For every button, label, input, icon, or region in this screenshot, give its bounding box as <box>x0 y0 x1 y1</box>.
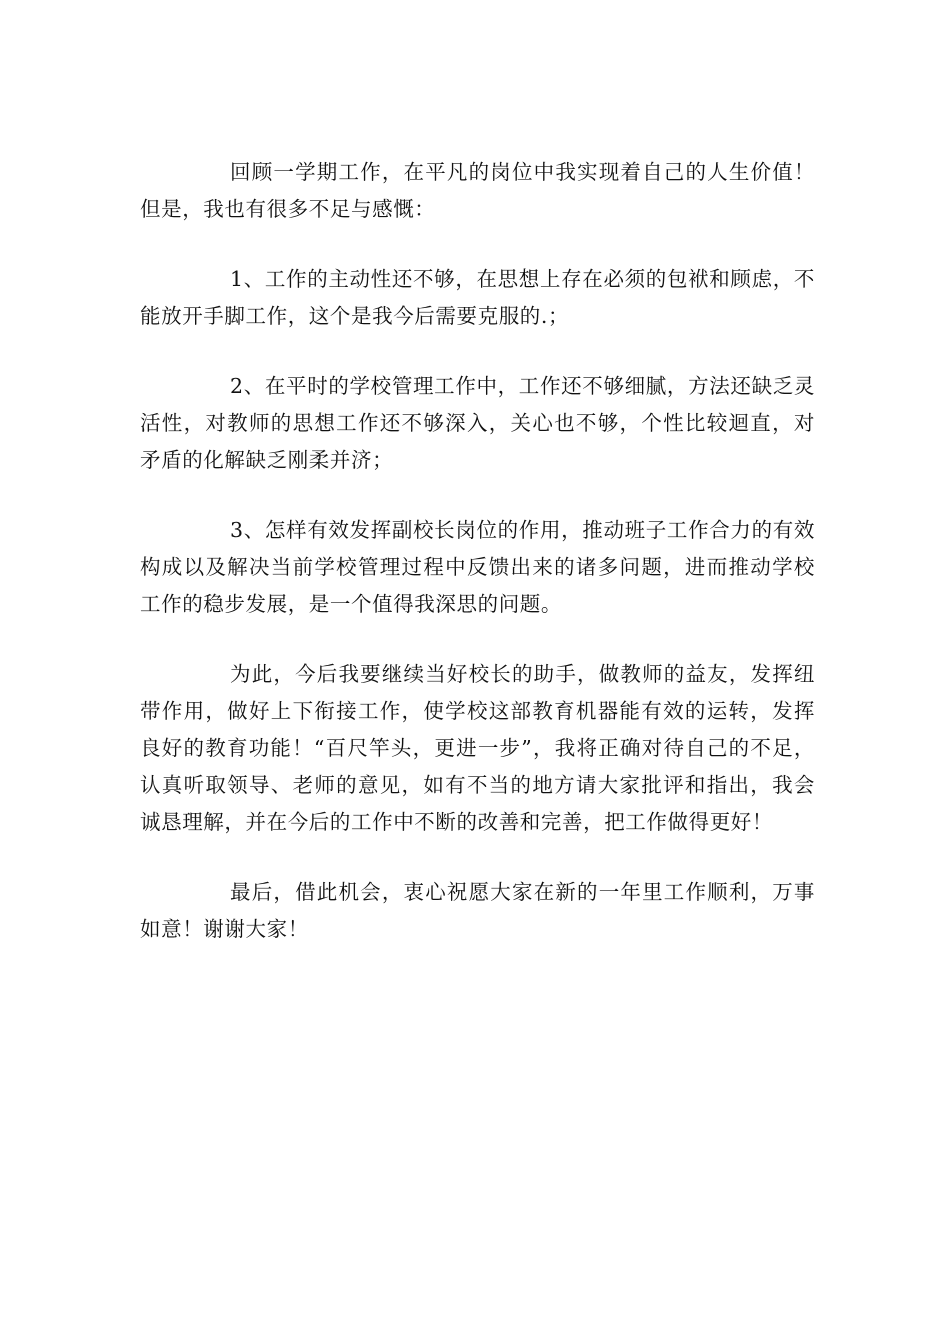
paragraph-plan: 为此，今后我要继续当好校长的助手，做教师的益友，发挥纽带作用，做好上下衔接工作，使学校这部教育机器能有效的运转，发挥良好的教育功能！“百尺竿头，更进一步”，我将正确对待自己的不足，认真听取领导、老师的意见，如有不当的地方请大家批评和指出，我会诚恳理解，并在今后的工作中不断的改善和完善，把工作做得更好！ <box>140 662 815 834</box>
paragraph-closing: 最后，借此机会，衷心祝愿大家在新的一年里工作顺利，万事如意！谢谢大家！ <box>140 880 815 941</box>
paragraph-point-1: 1、工作的主动性还不够，在思想上存在必须的包袱和顾虑，不能放开手脚工作，这个是我今后需要克服的.； <box>140 267 815 328</box>
paragraph-point-2: 2、在平时的学校管理工作中，工作还不够细腻，方法还缺乏灵活性，对教师的思想工作还不够深入，关心也不够，个性比较迴直，对矛盾的化解缺乏刚柔并济； <box>140 374 815 472</box>
paragraph-review: 回顾一学期工作，在平凡的岗位中我实现着自己的人生价值！但是，我也有很多不足与感慨： <box>140 160 815 221</box>
document-body <box>140 154 815 981</box>
paragraph-point-3: 3、怎样有效发挥副校长岗位的作用，推动班子工作合力的有效构成以及解决当前学校管理过程中反馈出来的诸多问题，进而推动学校工作的稳步发展，是一个值得我深思的问题。 <box>140 518 815 616</box>
